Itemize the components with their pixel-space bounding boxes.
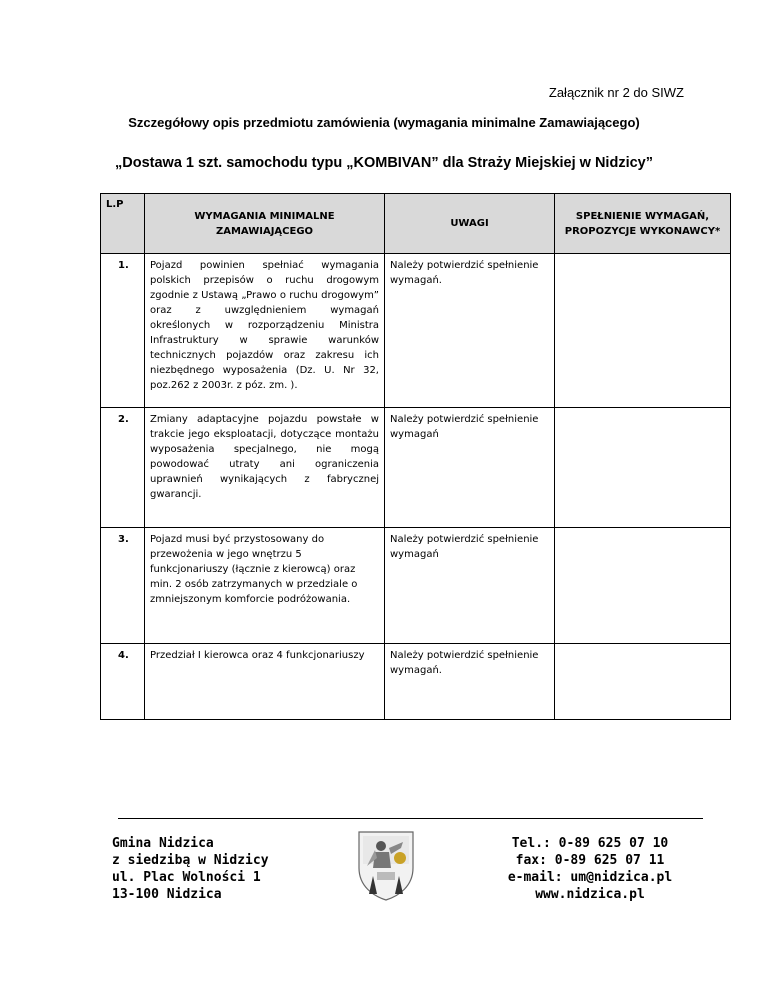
- footer-divider: [118, 818, 703, 819]
- row-fulfillment[interactable]: [555, 254, 731, 408]
- row-requirement: Pojazd powinien spełniać wymagania polskich przepisów o ruchu drogowym zgodnie z Ustawą „Prawo o ruchu drogowym” oraz z uwzględnieniem wymagań określonych w rozporządzeniu Ministra Infrastruktury w sprawie warunków technicznych pojazdów oraz zakresu ich niezbędnego wyposażenia (Dz. U. Nr 32, poz.262 z 2003r. z póz. zm. ).: [145, 254, 385, 408]
- footer-contact: [500, 835, 680, 903]
- row-fulfillment[interactable]: [555, 644, 731, 720]
- table-row: [101, 644, 731, 720]
- table-row: [101, 528, 731, 644]
- footer-website[interactable]: www.nidzica.pl: [535, 887, 645, 902]
- row-number: 4.: [101, 644, 145, 720]
- header-requirements: WYMAGANIA MINIMALNE ZAMAWIAJĄCEGO: [145, 194, 385, 254]
- document-title: „Dostawa 1 szt. samochodu typu „KOMBIVAN” dla Straży Miejskiej w Nidzicy”: [115, 155, 653, 171]
- document-subtitle: Szczegółowy opis przedmiotu zamówienia (wymagania minimalne Zamawiającego): [128, 115, 640, 130]
- table-row: [101, 408, 731, 528]
- row-requirement: Pojazd musi być przystosowany do przewożenia w jego wnętrzu 5 funkcjonariuszy (łącznie z kierowcą) oraz min. 2 osób zatrzymanych w przedziale o zmniejszonym komforcie podróżowania.: [145, 528, 385, 644]
- row-requirement: Zmiany adaptacyjne pojazdu powstałe w trakcie jego eksploatacji, dotyczące montażu wyposażenia specjalnego, nie mogą powodować utraty ani ograniczenia uprawnień wynikających z fabrycznej gwarancji.: [145, 408, 385, 528]
- table-row: [101, 254, 731, 408]
- table-header-row: [101, 194, 731, 254]
- footer-email[interactable]: e-mail: um@nidzica.pl: [507, 870, 673, 885]
- row-remark: Należy potwierdzić spełnienie wymagań: [385, 408, 555, 528]
- row-fulfillment[interactable]: [555, 408, 731, 528]
- row-remark: Należy potwierdzić spełnienie wymagań: [385, 528, 555, 644]
- annex-label: Załącznik nr 2 do SIWZ: [548, 85, 684, 100]
- row-number: 1.: [101, 254, 145, 408]
- header-fulfillment: SPEŁNIENIE WYMAGAŃ, PROPOZYCJE WYKONAWCY*: [555, 194, 731, 254]
- row-requirement: Przedział I kierowca oraz 4 funkcjonariuszy: [145, 644, 385, 720]
- requirements-table: [100, 193, 731, 720]
- row-fulfillment[interactable]: [555, 528, 731, 644]
- row-number: 3.: [101, 528, 145, 644]
- header-lp: L.P: [101, 194, 145, 254]
- footer-address-line: z siedzibą w Nidzicy: [112, 853, 269, 868]
- footer-fax: fax: 0-89 625 07 11: [515, 853, 665, 868]
- row-remark: Należy potwierdzić spełnienie wymagań.: [385, 644, 555, 720]
- row-remark: Należy potwierdzić spełnienie wymagań.: [385, 254, 555, 408]
- header-remarks: UWAGI: [385, 194, 555, 254]
- footer-address-line: 13-100 Nidzica: [112, 887, 222, 902]
- footer-address-line: ul. Plac Wolności 1: [112, 870, 261, 885]
- footer-address: [112, 835, 269, 903]
- row-number: 2.: [101, 408, 145, 528]
- nidzica-coat-of-arms-icon: [355, 828, 417, 902]
- footer-address-line: Gmina Nidzica: [112, 836, 214, 851]
- footer-phone: Tel.: 0-89 625 07 10: [511, 836, 669, 851]
